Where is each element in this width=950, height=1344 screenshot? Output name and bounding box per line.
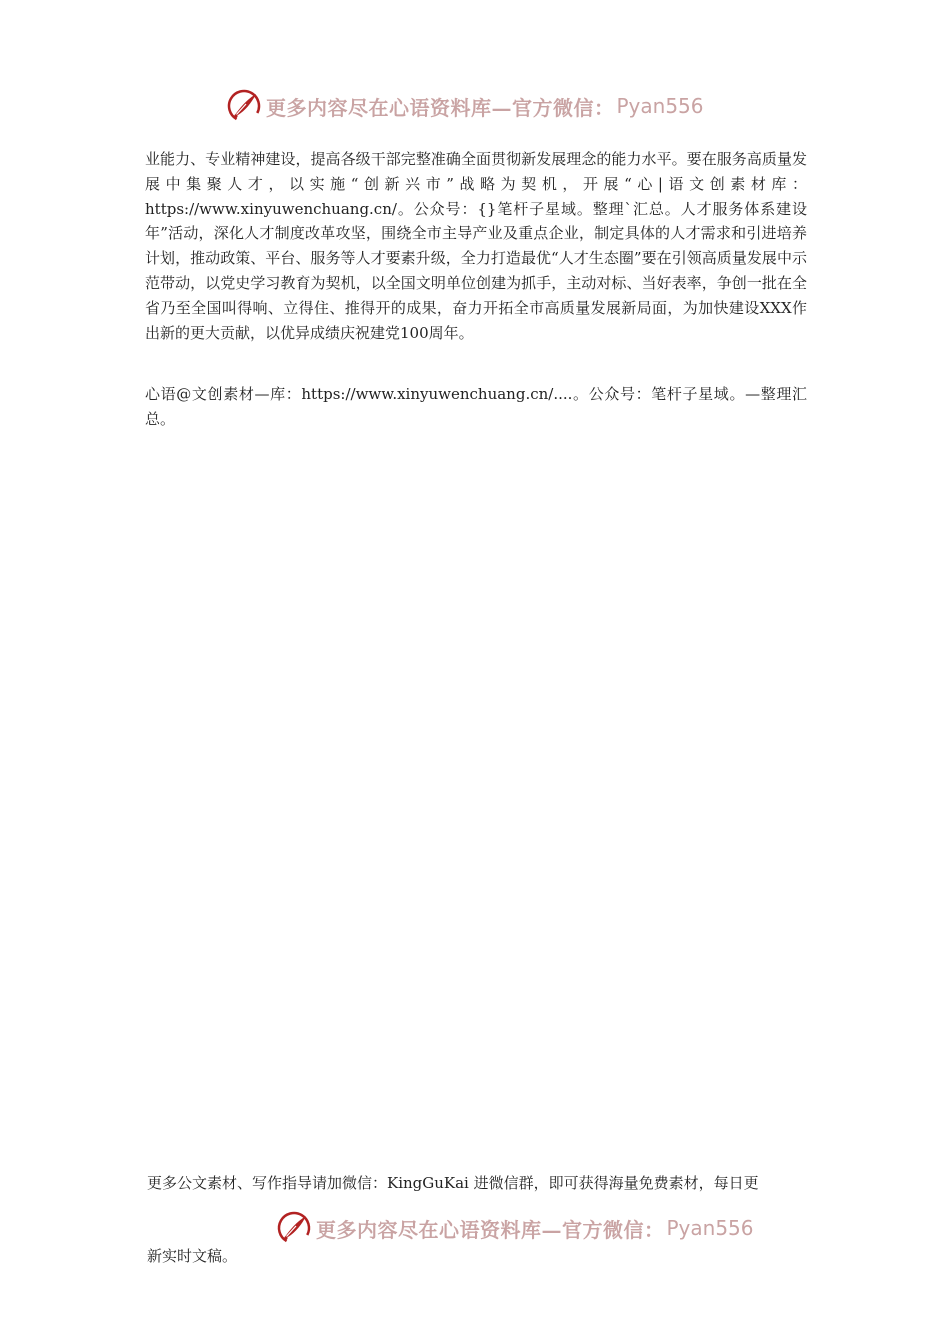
body-paragraph-1: 业能力、专业精神建设，提高各级干部完整准确全面贯彻新发展理念的能力水平。要在服务高质量发展中集聚人才，以实施“创新兴市”战略为契机，开展“心|语文创素材库：https://www.xinyuwenchuang.cn/。公众号：{}笔杆子星域。整理`汇总。人才服务体系建设年”活动，深化人才制度改革攻坚，围绕全市主导产业及重点企业，制定具体的人才需求和引进培养计划，推动政策、平台、服务等人才要素升级，全力打造最优“人才生态圈”要在引领高质量发展中示范带动，以党史学习教育为契机，以全国文明单位创建为抓手，主动对标、当好表率，争创一批在全省乃至全国叫得响、立得住、推得开的成果，奋力开拓全市高质量发展新局面，为加快建设XXX作出新的更大贡献，以优异成绩庆祝建党100周年。	[145, 150, 807, 342]
footer-banner-wechat-id: Pyan556	[666, 1216, 754, 1240]
quill-logo-icon	[226, 88, 262, 124]
header-banner-text: 更多内容尽在心语资料库—官方微信：	[266, 95, 615, 120]
body-paragraph-2: 心语@文创素材—库：https://www.xinyuwenchuang.cn/....。公众号：笔杆子星域。—整理汇总。	[145, 385, 807, 428]
header-banner-wechat-id: Pyan556	[616, 94, 704, 118]
header-banner	[226, 86, 704, 126]
footer-banner-text: 更多内容尽在心语资料库—官方微信：	[316, 1217, 665, 1242]
footer-banner	[276, 1208, 754, 1248]
footer-promo-line-2: 新实时文稿。	[147, 1247, 238, 1265]
footer-promo-line-1: 更多公文素材、写作指导请加微信：KingGuKai 进微信群，即可获得海量免费素材，每日更	[147, 1174, 759, 1192]
quill-logo-icon	[276, 1210, 312, 1246]
